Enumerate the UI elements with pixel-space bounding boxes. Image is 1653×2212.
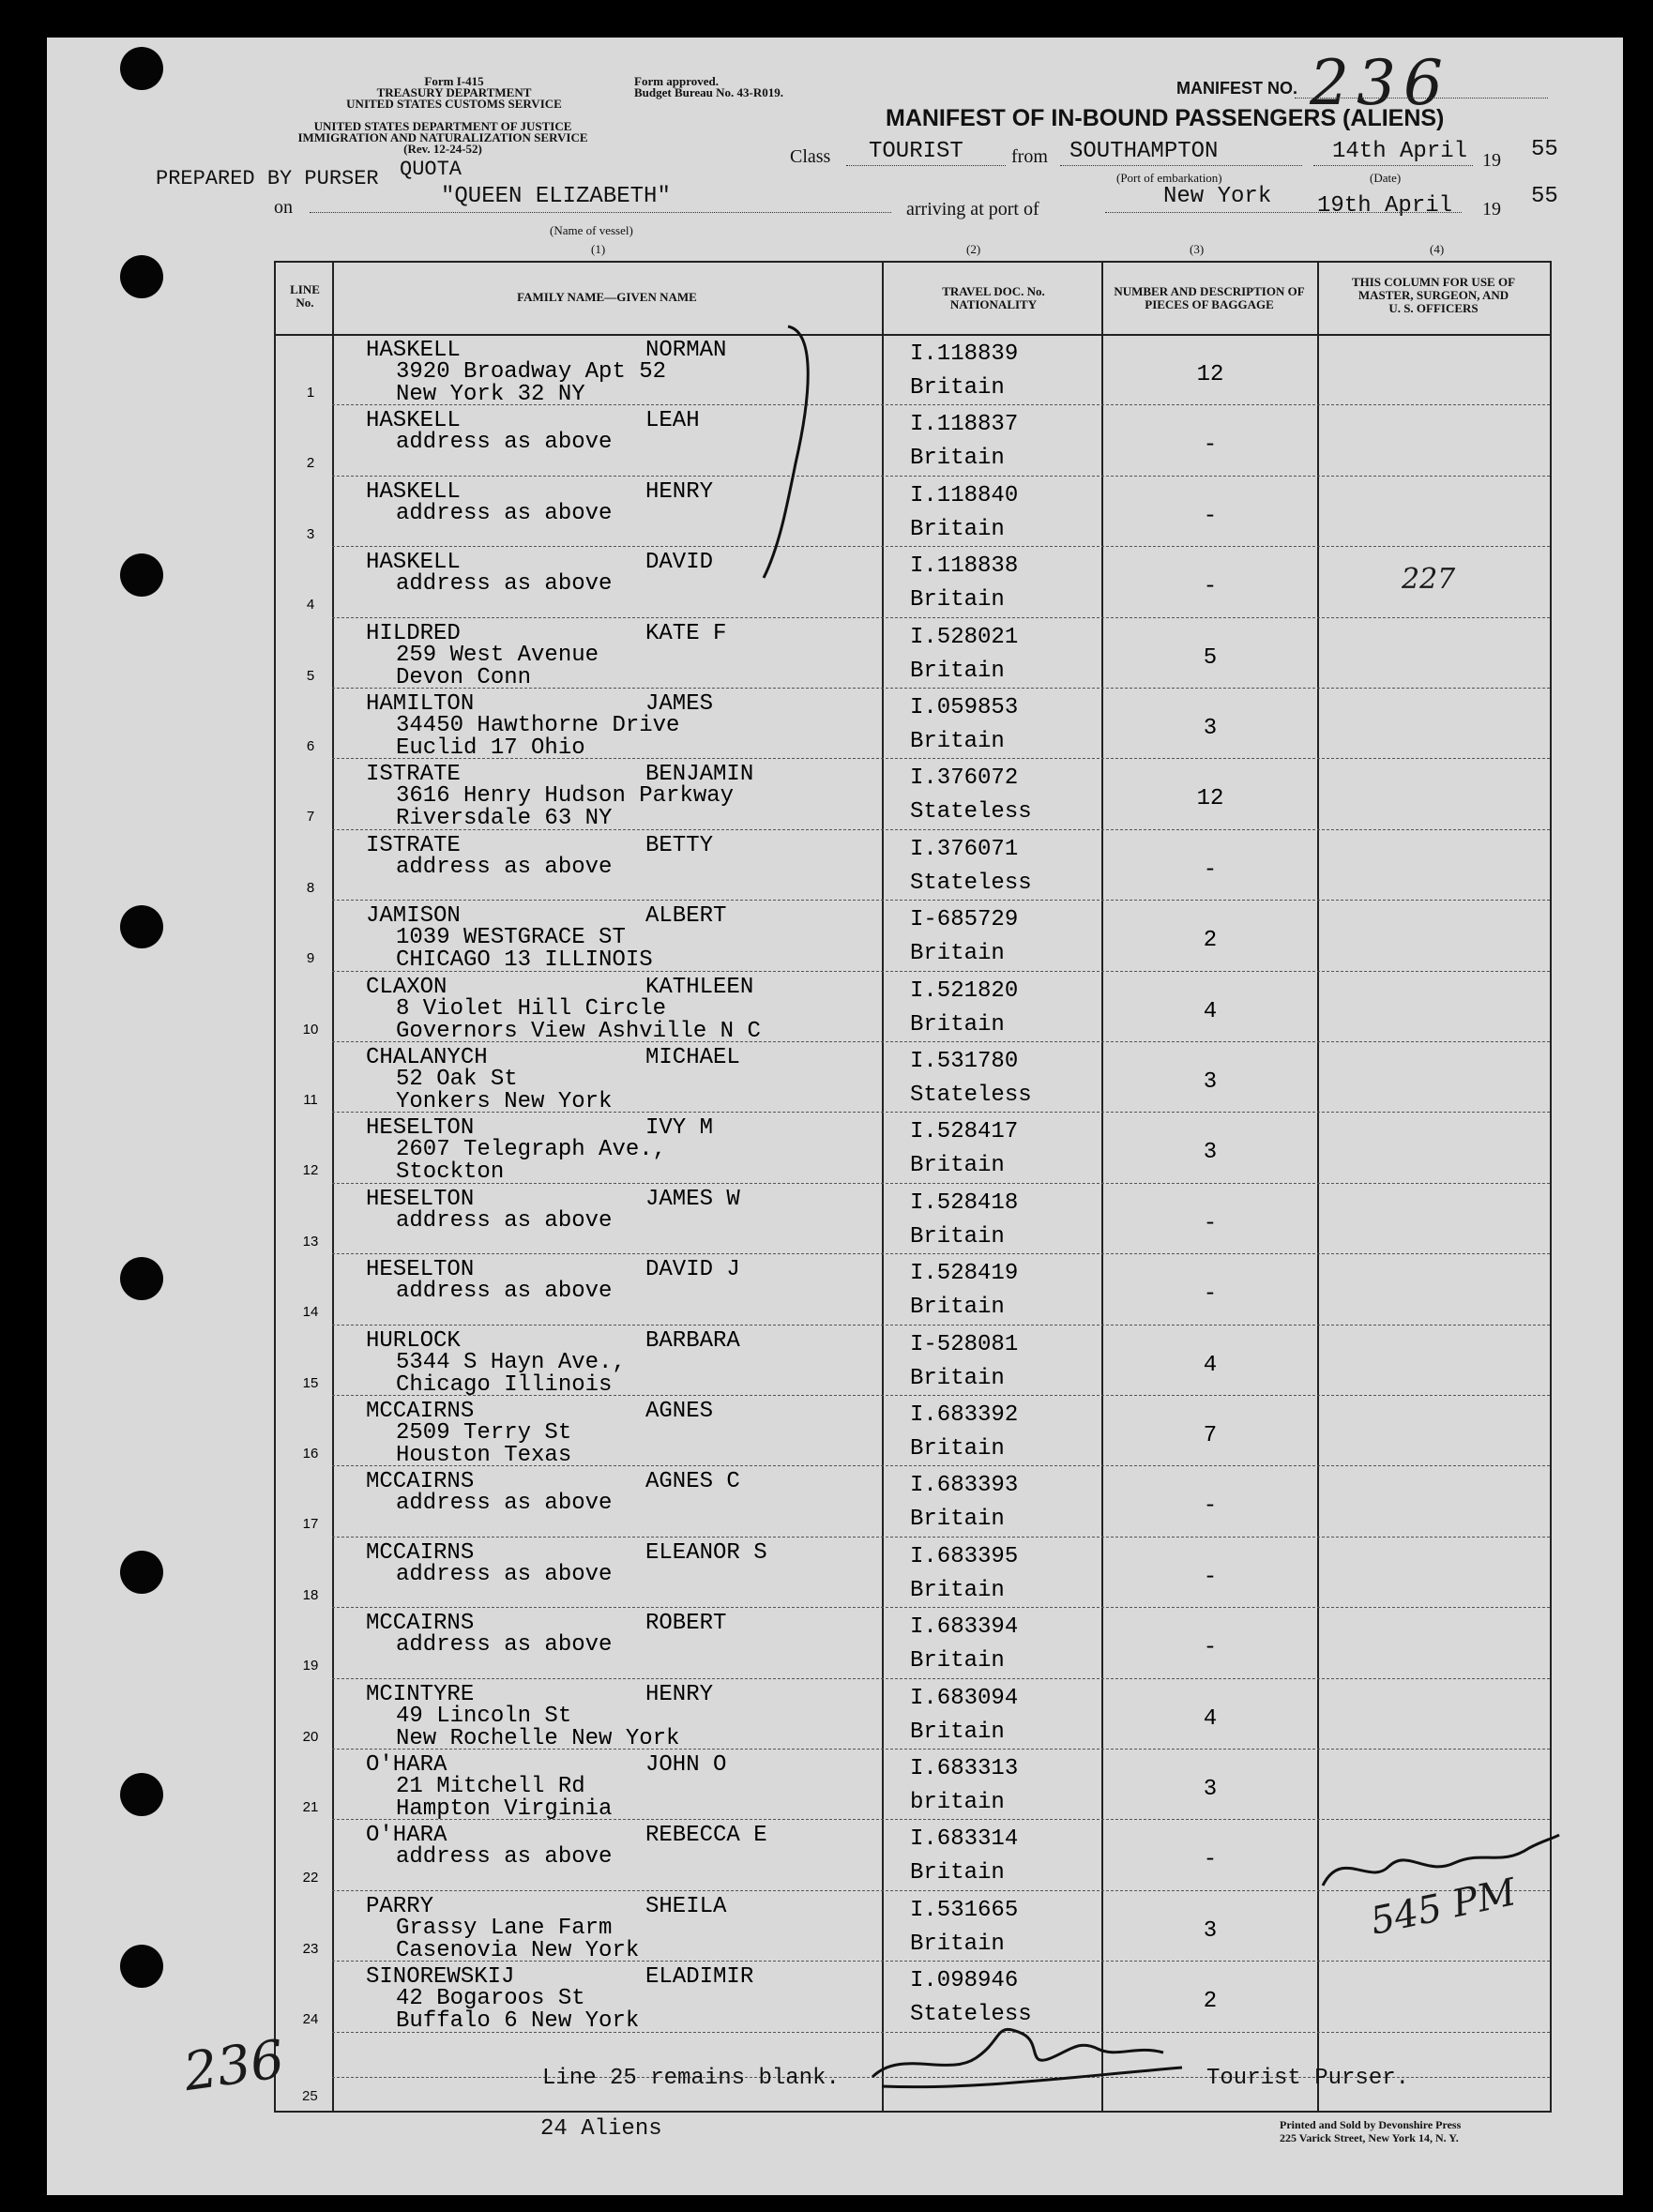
baggage-count: 4	[1203, 998, 1218, 1024]
travel-doc-number: I.528021	[910, 624, 1019, 650]
baggage-count: -	[1203, 1635, 1218, 1661]
table-row	[276, 1613, 1550, 1684]
given-name: LEAH	[645, 408, 700, 434]
table-row	[276, 1117, 1550, 1189]
travel-doc-number: I.683392	[910, 1402, 1019, 1428]
row-divider	[332, 1112, 1550, 1113]
given-name: JAMES	[645, 691, 714, 717]
baggage-count: 7	[1203, 1423, 1218, 1448]
nationality: Stateless	[910, 799, 1032, 826]
travel-doc-number: I.118840	[910, 482, 1019, 508]
nationality: Stateless	[910, 2002, 1032, 2028]
line-number: 3	[306, 525, 315, 542]
baggage-count: -	[1203, 1847, 1218, 1873]
address-line-1: 42 Bogaroos St	[396, 1986, 585, 2012]
col-num-1: (1)	[591, 242, 606, 256]
family-name: HASKELL	[366, 550, 461, 576]
given-name: JAMES W	[645, 1186, 740, 1212]
nationality: Britain	[910, 658, 1005, 684]
row-divider	[332, 1819, 1550, 1820]
embark-date-underline	[1313, 165, 1473, 166]
travel-doc-number: I.531665	[910, 1897, 1019, 1923]
table-row	[276, 1327, 1550, 1401]
row-divider	[332, 476, 1550, 477]
col-num-4: (4)	[1430, 242, 1445, 256]
given-name: MICHAEL	[645, 1045, 740, 1070]
margin-note: 236	[179, 2028, 288, 2104]
travel-doc-number: I.118839	[910, 341, 1019, 367]
given-name: AGNES C	[645, 1469, 740, 1495]
table-row	[276, 340, 1550, 411]
address-line-1: 34450 Hawthorne Drive	[396, 713, 680, 738]
nationality: Britain	[910, 729, 1005, 754]
address-line-1: address as above	[396, 1561, 613, 1587]
dept-treasury: TREASURY DEPARTMENT	[376, 85, 532, 99]
budget-bureau: Budget Bureau No. 43-R019.	[634, 85, 784, 99]
address-line-1: 1039 WESTGRACE ST	[396, 925, 626, 951]
travel-doc-number: I.098946	[910, 1968, 1019, 1994]
address-line-1: address as above	[396, 1844, 613, 1871]
line-number: 4	[306, 597, 315, 614]
given-name: DAVID	[645, 550, 714, 576]
row-divider	[332, 829, 1550, 830]
address-line-2: Governors View Ashville N C	[396, 1018, 761, 1044]
year-prefix-1: 19	[1482, 150, 1501, 171]
table-row	[276, 552, 1550, 623]
row-divider	[332, 1537, 1550, 1538]
nationality: Britain	[910, 1365, 1005, 1391]
given-name: BENJAMIN	[645, 762, 754, 788]
nationality: Britain	[910, 1295, 1005, 1321]
row-divider	[332, 900, 1550, 901]
punch-hole	[120, 47, 163, 90]
vessel-name: "QUEEN ELIZABETH"	[441, 184, 671, 209]
line-number: 15	[302, 1374, 319, 1391]
travel-doc-number: I.528418	[910, 1189, 1019, 1216]
embark-underline	[1060, 165, 1302, 166]
baggage-count: 4	[1203, 1352, 1218, 1378]
nationality: Britain	[910, 446, 1005, 472]
aliens-count: 24 Aliens	[540, 2116, 662, 2142]
table-row	[276, 1047, 1550, 1118]
address-line-1: address as above	[396, 500, 613, 526]
line-number: 17	[302, 1516, 319, 1533]
port-of-embarkation: SOUTHAMPTON	[1069, 139, 1219, 164]
address-line-2: Casenovia New York	[396, 1937, 640, 1963]
given-name: JOHN O	[645, 1752, 727, 1778]
travel-doc-number: I.059853	[910, 695, 1019, 720]
table-row	[276, 1471, 1550, 1542]
header-divider	[276, 334, 1550, 336]
nationality: Stateless	[910, 870, 1032, 896]
given-name: REBECCA E	[645, 1823, 767, 1849]
line-number: 14	[302, 1304, 319, 1321]
family-bracket	[751, 323, 826, 585]
nationality: Britain	[910, 1648, 1005, 1674]
given-name: ELEANOR S	[645, 1539, 767, 1566]
nationality: Britain	[910, 1507, 1005, 1533]
table-row	[276, 1259, 1550, 1330]
embark-date: 14th April	[1332, 139, 1468, 164]
row-divider	[332, 404, 1550, 405]
line-number: 6	[306, 738, 315, 754]
table-row	[276, 620, 1550, 694]
baggage-count: -	[1203, 1493, 1218, 1520]
line-number: 20	[302, 1728, 319, 1745]
given-name: HENRY	[645, 478, 714, 505]
baggage-count: 3	[1203, 1069, 1218, 1095]
class-value: TOURIST	[869, 139, 963, 164]
punch-hole	[120, 255, 163, 298]
travel-doc-number: I.528419	[910, 1261, 1019, 1287]
line-number: 2	[306, 455, 315, 472]
family-name: HASKELL	[366, 408, 461, 434]
baggage-count: -	[1203, 432, 1218, 459]
family-name: SINOREWSKIJ	[366, 1964, 515, 1991]
travel-doc-number: I.531780	[910, 1049, 1019, 1074]
row-divider	[332, 971, 1550, 972]
family-name: MCINTYRE	[366, 1681, 475, 1707]
address-line-2: Houston Texas	[396, 1443, 572, 1468]
given-name: AGNES	[645, 1399, 714, 1424]
baggage-count: 12	[1196, 362, 1224, 387]
line-number: 10	[302, 1021, 319, 1038]
table-row	[276, 410, 1550, 481]
line-number: 12	[302, 1162, 319, 1179]
nationality: Britain	[910, 1719, 1005, 1745]
nationality: Britain	[910, 375, 1005, 401]
travel-doc-number: I.376072	[910, 765, 1019, 792]
col-num-2: (2)	[966, 242, 981, 256]
table-row	[276, 693, 1550, 765]
row-divider	[332, 1325, 1550, 1326]
table-row	[276, 1681, 1550, 1755]
baggage-count: 3	[1203, 1777, 1218, 1802]
col-header-doc: TRAVEL DOC. No. NATIONALITY	[942, 284, 1045, 311]
baggage-count: 2	[1203, 928, 1218, 954]
form-number: Form I-415	[424, 74, 484, 88]
travel-doc-number: I.683313	[910, 1756, 1019, 1781]
line-number: 13	[302, 1233, 319, 1250]
col-num-3: (3)	[1190, 242, 1205, 256]
address-line-1: address as above	[396, 854, 613, 880]
nationality: Stateless	[910, 1083, 1032, 1108]
printer-line-1: Printed and Sold by Devonshire Press	[1280, 2118, 1462, 2131]
given-name: BARBARA	[645, 1327, 740, 1354]
baggage-count: 5	[1203, 644, 1218, 671]
nationality: Britain	[910, 1860, 1005, 1886]
address-line-2: Buffalo 6 New York	[396, 2008, 640, 2035]
address-line-2: Yonkers New York	[396, 1089, 613, 1114]
nationality: Britain	[910, 1577, 1005, 1603]
row-divider	[332, 688, 1550, 689]
travel-doc-number: I.683394	[910, 1614, 1019, 1641]
row-divider	[332, 758, 1550, 759]
given-name: KATE F	[645, 620, 727, 646]
address-line-2: Euclid 17 Ohio	[396, 735, 585, 761]
line-number: 8	[306, 879, 315, 896]
nationality: Britain	[910, 941, 1005, 967]
row-divider	[332, 1041, 1550, 1042]
nationality: Britain	[910, 1153, 1005, 1179]
row-divider	[332, 1961, 1550, 1962]
travel-doc-number: I.683393	[910, 1473, 1019, 1499]
family-name: HESELTON	[366, 1186, 475, 1212]
nationality: Britain	[910, 516, 1005, 542]
manifest-no-label: MANIFEST NO.	[1176, 79, 1297, 98]
line-number: 5	[306, 667, 315, 684]
row-divider	[332, 1749, 1550, 1750]
punch-hole	[120, 1257, 163, 1300]
family-name: MCCAIRNS	[366, 1611, 475, 1637]
family-name: O'HARA	[366, 1823, 447, 1849]
family-name: HURLOCK	[366, 1327, 461, 1354]
quota-label: QUOTA	[400, 158, 463, 181]
col-header-name: FAMILY NAME—GIVEN NAME	[517, 290, 697, 304]
address-line-1: 3616 Henry Hudson Parkway	[396, 783, 735, 810]
printer-line-2: 225 Varick Street, New York 14, N. Y.	[1280, 2131, 1459, 2144]
table-row	[276, 764, 1550, 835]
given-name: HENRY	[645, 1681, 714, 1707]
table-row	[276, 1754, 1550, 1826]
line-number: 19	[302, 1658, 319, 1674]
officer-note: 227	[1402, 563, 1456, 597]
baggage-count: -	[1203, 1210, 1218, 1236]
vessel-underline	[310, 212, 891, 213]
table-row	[276, 1401, 1550, 1472]
line-number: 23	[302, 1940, 319, 1957]
dept-customs: UNITED STATES CUSTOMS SERVICE	[346, 97, 562, 111]
family-name: CHALANYCH	[366, 1045, 488, 1070]
punch-hole	[120, 905, 163, 948]
address-line-1: Grassy Lane Farm	[396, 1915, 613, 1941]
family-name: CLAXON	[366, 974, 447, 1000]
baggage-count: 3	[1203, 1917, 1218, 1944]
nationality: Britain	[910, 1223, 1005, 1250]
row-divider	[332, 1253, 1550, 1254]
travel-doc-number: I.376071	[910, 836, 1019, 862]
travel-doc-number: I.118837	[910, 412, 1019, 438]
row-divider	[332, 1183, 1550, 1184]
punch-hole	[120, 1773, 163, 1816]
manifest-no-value: 236	[1310, 47, 1450, 119]
address-line-2: Devon Conn	[396, 664, 532, 690]
punch-hole	[120, 1945, 163, 1988]
line-25-note: Line 25 remains blank.	[542, 2066, 840, 2091]
baggage-count: 4	[1203, 1705, 1218, 1732]
nationality: Britain	[910, 1931, 1005, 1957]
given-name: ALBERT	[645, 903, 727, 930]
table-row	[276, 1539, 1550, 1614]
given-name: NORMAN	[645, 338, 727, 363]
officer-initials-stamp: 545 PM	[1366, 1871, 1521, 1944]
col-header-officers: THIS COLUMN FOR USE OF MASTER, SURGEON, AND U. S. OFFICERS	[1351, 275, 1516, 315]
row-divider	[332, 1678, 1550, 1679]
manifest-title: MANIFEST OF IN-BOUND PASSENGERS (ALIENS)	[886, 105, 1445, 131]
family-name: HASKELL	[366, 338, 461, 363]
officer-signature	[1313, 1829, 1567, 1904]
form-revision: (Rev. 12-24-52)	[403, 142, 482, 156]
port-of-arrival: New York	[1163, 184, 1272, 209]
address-line-1: address as above	[396, 1279, 613, 1305]
address-line-1: address as above	[396, 1491, 613, 1517]
family-name: MCCAIRNS	[366, 1399, 475, 1424]
address-line-2: Chicago Illinois	[396, 1371, 613, 1398]
date-caption: (Date)	[1370, 171, 1402, 185]
table-row	[276, 1893, 1550, 1967]
class-label: Class	[790, 146, 831, 167]
baggage-count: 12	[1196, 786, 1224, 812]
from-label: from	[1011, 146, 1048, 167]
vessel-caption: (Name of vessel)	[550, 223, 633, 237]
baggage-count: -	[1203, 503, 1218, 529]
line-number: 1	[306, 385, 315, 401]
address-line-2: New York 32 NY	[396, 382, 585, 407]
col-header-baggage: NUMBER AND DESCRIPTION OF PIECES OF BAGGAGE	[1114, 284, 1305, 311]
row-divider	[332, 546, 1550, 547]
line-number: 9	[306, 950, 315, 967]
row-divider	[332, 617, 1550, 618]
travel-doc-number: I.528417	[910, 1119, 1019, 1145]
line-number: 22	[302, 1870, 319, 1886]
line-number: 7	[306, 809, 315, 826]
class-underline	[846, 165, 1006, 166]
col-header-line-no: LINE No.	[290, 282, 320, 310]
family-name: HESELTON	[366, 1257, 475, 1283]
address-line-1: 259 West Avenue	[396, 642, 599, 668]
arriving-label: arriving at port of	[906, 199, 1039, 220]
family-name: PARRY	[366, 1893, 434, 1919]
baggage-count: 3	[1203, 1140, 1218, 1166]
table-row	[276, 974, 1550, 1048]
baggage-count: -	[1203, 856, 1218, 883]
table-row	[276, 905, 1550, 977]
family-name: ISTRATE	[366, 832, 461, 858]
given-name: BETTY	[645, 832, 714, 858]
address-line-1: 2509 Terry St	[396, 1420, 572, 1446]
nationality: Britain	[910, 587, 1005, 614]
table-row	[276, 478, 1550, 553]
family-name: HILDRED	[366, 620, 461, 646]
given-name: KATHLEEN	[645, 974, 754, 1000]
nationality: Britain	[910, 1436, 1005, 1462]
address-line-1: 8 Violet Hill Circle	[396, 995, 667, 1022]
address-line-1: 52 Oak St	[396, 1067, 518, 1092]
family-name: MCCAIRNS	[366, 1539, 475, 1566]
travel-doc-number: I.683395	[910, 1543, 1019, 1569]
family-name: JAMISON	[366, 903, 461, 930]
on-label: on	[274, 197, 293, 218]
punch-hole	[120, 553, 163, 597]
baggage-count: -	[1203, 1564, 1218, 1590]
line-number: 16	[302, 1446, 319, 1462]
punch-hole	[120, 1551, 163, 1594]
travel-doc-number: I-528081	[910, 1331, 1019, 1357]
travel-doc-number: I.683314	[910, 1826, 1019, 1853]
given-name: ROBERT	[645, 1611, 727, 1637]
family-name: MCCAIRNS	[366, 1469, 475, 1495]
year-1: 55	[1531, 137, 1558, 162]
embark-caption: (Port of embarkation)	[1116, 171, 1222, 185]
address-line-2: Stockton	[396, 1159, 505, 1186]
arrival-date: 19th April	[1317, 193, 1453, 219]
family-name: O'HARA	[366, 1752, 447, 1778]
travel-doc-number: I-685729	[910, 907, 1019, 933]
given-name: IVY M	[645, 1115, 714, 1142]
address-line-1: address as above	[396, 1207, 613, 1234]
address-line-2: New Rochelle New York	[396, 1725, 680, 1751]
table-row	[276, 1186, 1550, 1260]
family-name: ISTRATE	[366, 762, 461, 788]
family-name: HESELTON	[366, 1115, 475, 1142]
purser-title: Tourist Purser.	[1206, 2066, 1410, 2091]
travel-doc-number: I.521820	[910, 977, 1019, 1004]
row-divider	[332, 1465, 1550, 1466]
given-name: SHEILA	[645, 1893, 727, 1919]
address-line-1: 49 Lincoln St	[396, 1703, 572, 1729]
line-number: 24	[302, 2011, 319, 2028]
address-line-1: 21 Mitchell Rd	[396, 1774, 585, 1799]
address-line-1: address as above	[396, 430, 613, 456]
address-line-1: address as above	[396, 571, 613, 598]
row-divider	[332, 1395, 1550, 1396]
given-name: DAVID J	[645, 1257, 740, 1283]
nationality: britain	[910, 1790, 1005, 1815]
address-line-2: CHICAGO 13 ILLINOIS	[396, 947, 653, 974]
purser-signature	[863, 2011, 1201, 2096]
address-line-1: address as above	[396, 1632, 613, 1659]
travel-doc-number: I.683094	[910, 1685, 1019, 1711]
family-name: HASKELL	[366, 478, 461, 505]
table-row	[276, 832, 1550, 906]
baggage-count: -	[1203, 574, 1218, 600]
dept-justice: UNITED STATES DEPARTMENT OF JUSTICE	[313, 119, 572, 133]
line-number: 21	[302, 1799, 319, 1815]
address-line-2: Riversdale 63 NY	[396, 806, 613, 832]
travel-doc-number: I.118838	[910, 553, 1019, 580]
address-line-1: 2607 Telegraph Ave.,	[396, 1137, 667, 1163]
line-number: 18	[302, 1586, 319, 1603]
family-name: HAMILTON	[366, 691, 475, 717]
dept-immigration: IMMIGRATION AND NATURALIZATION SERVICE	[297, 130, 588, 144]
baggage-count: -	[1203, 1281, 1218, 1308]
form-approved: Form approved.	[634, 74, 720, 88]
year-2: 55	[1531, 184, 1558, 209]
baggage-count: 2	[1203, 1989, 1218, 2015]
line-number: 11	[303, 1092, 318, 1108]
address-line-1: 5344 S Hayn Ave.,	[396, 1349, 626, 1375]
row-divider	[332, 1607, 1550, 1608]
prepared-by-purser: PREPARED BY PURSER	[156, 167, 379, 190]
nationality: Britain	[910, 1011, 1005, 1038]
line-25-number: 25	[302, 2088, 318, 2104]
address-line-2: Hampton Virginia	[396, 1796, 613, 1822]
address-line-1: 3920 Broadway Apt 52	[396, 359, 667, 385]
year-prefix-2: 19	[1482, 199, 1501, 220]
baggage-count: 3	[1203, 716, 1218, 741]
given-name: ELADIMIR	[645, 1964, 754, 1991]
